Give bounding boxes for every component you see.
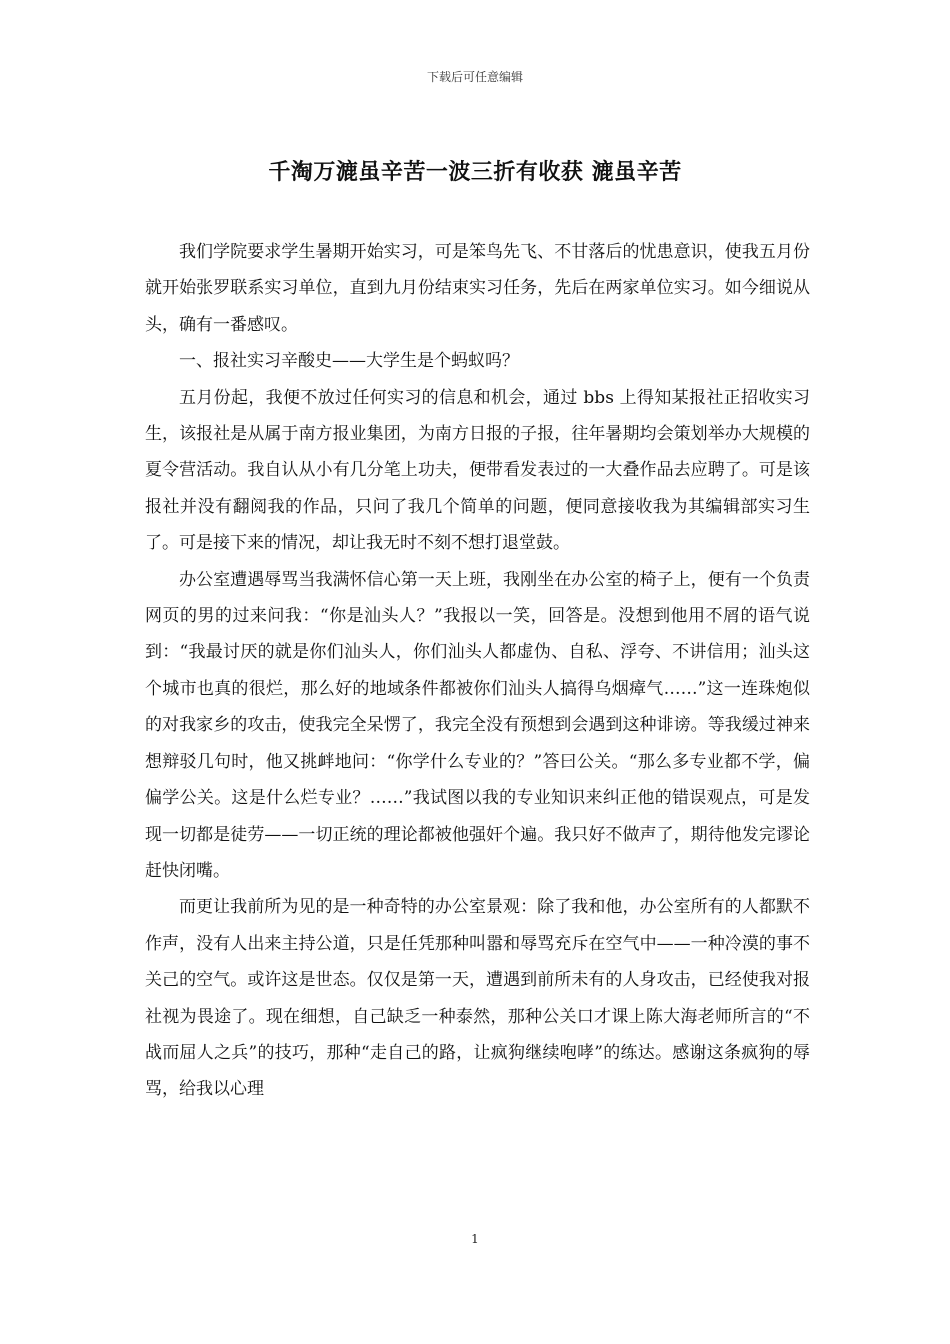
paragraph-office-insult: 办公室遭遇辱骂当我满怀信心第一天上班，我刚坐在办公室的椅子上，便有一个负责网页的男的过来问我：“你是汕头人？”我报以一笑，回答是。没想到他用不屑的语气说到：“我最讨厌的就是你们汕头人，你们汕头人都虚伪、自私、浮夸、不讲信用；汕头这个城市也真的很烂，那么好的地域条件都被你们汕头人搞得乌烟瘴气……”这一连珠炮似的对我家乡的攻击，使我完全呆愣了，我完全没有预想到会遇到这种诽谤。等我缓过神来想辩驳几句时，他又挑衅地问：“你学什么专业的？”答曰公关。“那么多专业都不学，偏偏学公关。这是什么烂专业？……”我试图以我的专业知识来纠正他的错误观点，可是发现一切都是徒劳——一切正统的理论都被他强奸个遍。我只好不做声了，期待他发完谬论赶快闭嘴。: [145, 569, 810, 881]
page-number: 1: [471, 1232, 479, 1246]
document-title: 千淘万漉虽辛苦一波三折有收获 漉虽辛苦: [268, 159, 682, 185]
paragraph-intro: 我们学院要求学生暑期开始实习，可是笨鸟先飞、不甘落后的忧患意识，使我五月份就开始张罗联系实习单位，直到九月份结束实习任务，先后在两家单位实习。如今细说从头，确有一番感叹。: [145, 242, 810, 335]
section-heading: 一、报社实习辛酸史——大学生是个蚂蚁吗？: [179, 351, 519, 372]
document-body: [145, 234, 810, 1108]
page-header-note: 下载后可任意编辑: [426, 70, 523, 84]
paragraph-office-scene: 而更让我前所为见的是一种奇特的办公室景观：除了我和他，办公室所有的人都默不作声，没有人出来主持公道，只是任凭那种叫嚣和辱骂充斥在空气中——一种冷漠的事不关己的空气。或许这是世态。仅仅是第一天，遭遇到前所未有的人身攻击，已经使我对报社视为畏途了。现在细想，自己缺乏一种泰然，那种公关口才课上陈大海老师所言的“不战而屈人之兵”的技巧，那种“走自己的路，让疯狗继续咆哮”的练达。感谢这条疯狗的辱骂，给我以心理: [145, 897, 810, 1100]
paragraph-newspaper-internship: 五月份起，我便不放过任何实习的信息和机会，通过 bbs 上得知某报社正招收实习生，该报社是从属于南方报业集团，为南方日报的子报，往年暑期均会策划举办大规模的夏令营活动。我自认从小有几分笔上功夫，便带看发表过的一大叠作品去应聘了。可是该报社并没有翻阅我的作品，只问了我几个简单的问题，便同意接收我为其编辑部实习生了。可是接下来的情况，却让我无时不刻不想打退堂鼓。: [145, 387, 810, 554]
